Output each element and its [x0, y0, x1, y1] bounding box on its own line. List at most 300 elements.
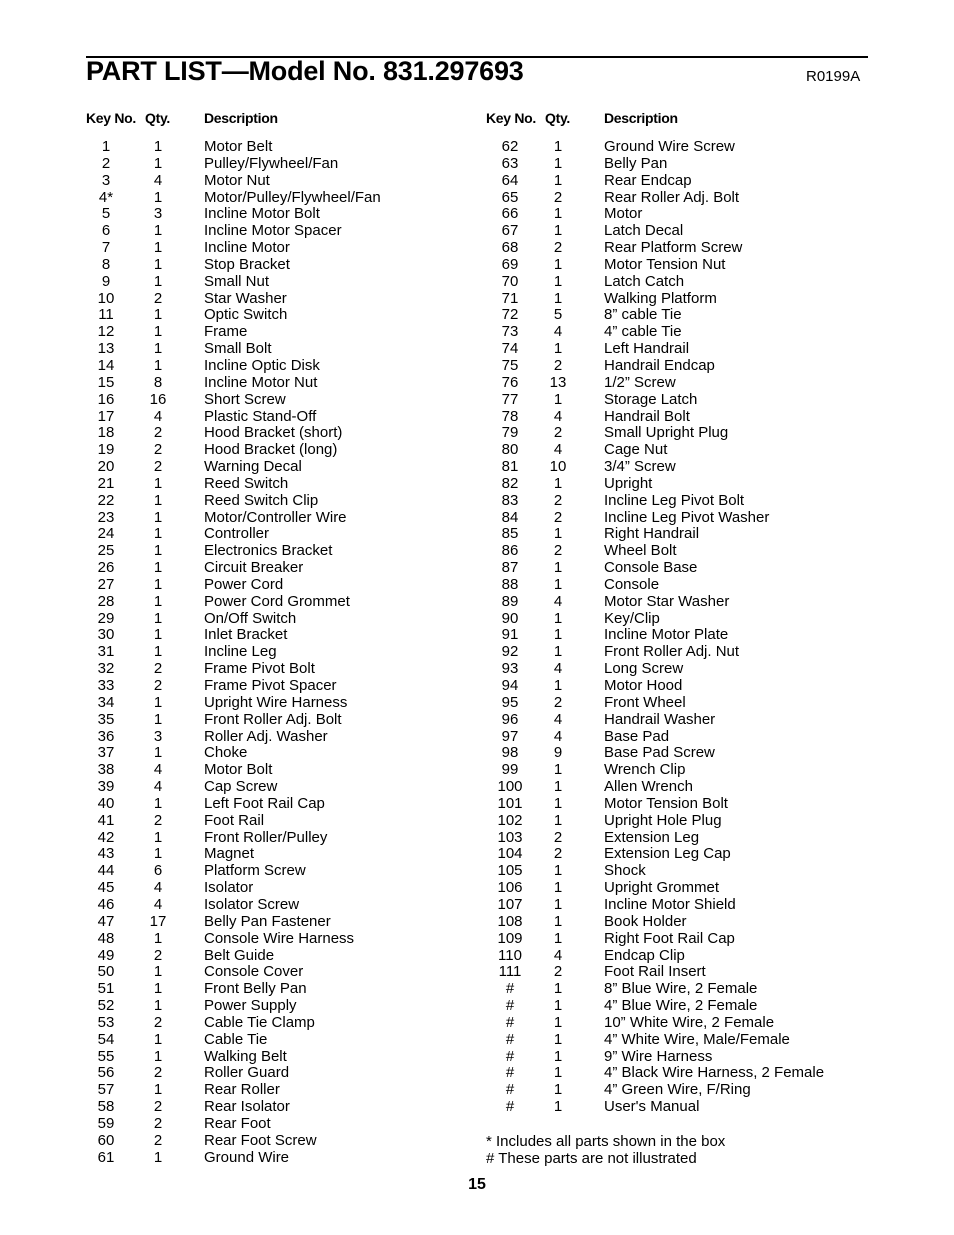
part-key-no: 61 [97, 1148, 115, 1166]
part-description: Long Screw [604, 660, 684, 678]
part-key-no: 108 [497, 912, 523, 930]
part-description: Front Roller Adj. Nut [604, 643, 740, 661]
part-key-no: 81 [501, 458, 519, 476]
table-row [486, 307, 868, 324]
page-title: PART LIST—Model No. 831.297693 [86, 56, 524, 86]
part-description: Rear Endcap [604, 171, 692, 189]
part-qty: 1 [553, 272, 563, 290]
part-description: Rear Isolator [204, 1098, 290, 1116]
part-description: Motor Bolt [204, 761, 273, 779]
part-key-no: 16 [97, 390, 115, 408]
part-description: Upright Wire Harness [204, 693, 348, 711]
part-key-no: 68 [501, 239, 519, 257]
table-row [486, 493, 868, 510]
part-description: Reed Switch Clip [204, 491, 319, 509]
part-key-no: 54 [97, 1030, 115, 1048]
part-description: Key/Clip [604, 609, 660, 627]
part-key-no: 75 [501, 356, 519, 374]
part-key-no: # [505, 1013, 515, 1031]
part-key-no: 82 [501, 474, 519, 492]
footnote-included: * Includes all parts shown in the box [486, 1133, 726, 1150]
parts-column-right [486, 108, 868, 1116]
part-key-no: 72 [501, 306, 519, 324]
table-row [486, 274, 868, 291]
part-description: 8” Blue Wire, 2 Female [604, 980, 758, 998]
part-qty: 1 [153, 508, 163, 526]
part-key-no: 96 [501, 710, 519, 728]
part-description: Ground Wire [204, 1148, 290, 1166]
footnote-not-illustrated: # These parts are not illustrated [486, 1150, 697, 1167]
part-description: Isolator Screw [204, 895, 300, 913]
part-description: Cable Tie [204, 1030, 268, 1048]
part-qty: 1 [553, 912, 563, 930]
page-number: 15 [468, 1176, 486, 1193]
part-key-no: 77 [501, 390, 519, 408]
table-row [486, 240, 868, 257]
part-qty: 1 [153, 559, 163, 577]
part-qty: 1 [553, 1064, 563, 1082]
part-qty: 2 [553, 508, 563, 526]
part-key-no: 58 [97, 1098, 115, 1116]
part-description: Upright [604, 474, 653, 492]
part-key-no: 104 [497, 845, 523, 863]
table-row [486, 526, 868, 543]
table-row [86, 981, 476, 998]
part-key-no: 37 [97, 744, 115, 762]
part-qty: 4 [553, 710, 563, 728]
part-qty: 1 [553, 895, 563, 913]
part-qty: 1 [153, 323, 163, 341]
part-description: Power Cord [204, 575, 284, 593]
part-key-no: 100 [497, 778, 523, 796]
table-row [86, 1032, 476, 1049]
part-qty: 2 [553, 424, 563, 442]
part-key-no: # [505, 980, 515, 998]
part-key-no: # [505, 1030, 515, 1048]
part-qty: 2 [553, 542, 563, 560]
table-row [86, 358, 476, 375]
header-description: Description [204, 110, 278, 126]
part-description: Allen Wrench [604, 778, 693, 796]
part-key-no: 94 [501, 677, 519, 694]
part-key-no: 43 [97, 845, 115, 863]
part-qty: 1 [153, 710, 163, 728]
table-row [86, 156, 476, 173]
table-row [486, 476, 868, 493]
part-qty: 3 [153, 205, 163, 223]
part-key-no: 98 [501, 744, 519, 762]
part-qty: 2 [153, 1114, 163, 1132]
parts-list-left [86, 139, 476, 1166]
part-qty: 1 [553, 794, 563, 812]
table-row [86, 425, 476, 442]
table-row [486, 156, 868, 173]
part-description: On/Off Switch [204, 609, 297, 627]
part-qty: 1 [553, 778, 563, 796]
part-description: 4” White Wire, Male/Female [604, 1030, 790, 1048]
table-row [486, 577, 868, 594]
part-qty: 1 [553, 980, 563, 998]
part-description: Foot Rail Insert [604, 963, 706, 981]
part-key-no: 73 [501, 323, 519, 341]
part-key-no: 53 [97, 1013, 115, 1031]
part-key-no: 102 [497, 811, 523, 829]
part-key-no: 78 [501, 407, 519, 425]
part-description: Rear Roller Adj. Bolt [604, 188, 740, 206]
part-description: 4” Green Wire, F/Ring [604, 1081, 751, 1099]
table-row [86, 442, 476, 459]
table-row [86, 1065, 476, 1082]
table-row [86, 409, 476, 426]
part-qty: 1 [553, 643, 563, 661]
part-qty: 2 [153, 441, 163, 459]
part-qty: 1 [553, 575, 563, 593]
part-description: Small Upright Plug [604, 424, 729, 442]
part-qty: 2 [153, 677, 163, 694]
part-qty: 1 [153, 272, 163, 290]
table-row [486, 291, 868, 308]
part-key-no: 93 [501, 660, 519, 678]
part-qty: 1 [553, 474, 563, 492]
part-description: 10” White Wire, 2 Female [604, 1013, 775, 1031]
table-row [486, 459, 868, 476]
table-row [86, 813, 476, 830]
part-description: Ground Wire Screw [604, 138, 735, 155]
table-row [86, 1049, 476, 1066]
table-row [486, 409, 868, 426]
part-description: Incline Motor Shield [604, 895, 736, 913]
part-description: Incline Motor Spacer [204, 222, 342, 240]
part-description: Front Roller/Pulley [204, 828, 328, 846]
table-row [486, 678, 868, 695]
part-key-no: 31 [97, 643, 115, 661]
part-key-no: 9 [101, 272, 111, 290]
part-key-no: 88 [501, 575, 519, 593]
table-row [86, 695, 476, 712]
part-description: Rear Roller [204, 1081, 280, 1099]
table-row [86, 459, 476, 476]
part-key-no: 45 [97, 879, 115, 897]
part-description: Isolator [204, 879, 254, 897]
part-qty: 1 [153, 980, 163, 998]
part-description: Controller [204, 525, 270, 543]
part-qty: 2 [153, 458, 163, 476]
part-description: 4” Blue Wire, 2 Female [604, 997, 758, 1015]
table-row [486, 173, 868, 190]
table-row [486, 139, 868, 156]
header-key-no: Key No. [486, 110, 537, 126]
part-qty: 1 [553, 862, 563, 880]
table-row [86, 897, 476, 914]
table-row [486, 392, 868, 409]
table-row [486, 948, 868, 965]
part-description: Motor [604, 205, 643, 223]
part-description: Front Wheel [604, 693, 686, 711]
table-row [486, 779, 868, 796]
part-key-no: 65 [501, 188, 519, 206]
part-qty: 10 [549, 458, 567, 476]
part-description: Walking Belt [204, 1047, 287, 1065]
parts-list-right [486, 139, 868, 1116]
table-row [486, 358, 868, 375]
part-description: Electronics Bracket [204, 542, 333, 560]
table-row [486, 510, 868, 527]
part-description: Incline Motor [204, 239, 290, 257]
table-row [86, 1150, 476, 1167]
part-key-no: # [505, 1047, 515, 1065]
part-description: Wrench Clip [604, 761, 686, 779]
part-qty: 1 [553, 340, 563, 358]
table-row [486, 880, 868, 897]
part-qty: 1 [553, 390, 563, 408]
table-row [86, 998, 476, 1015]
part-key-no: 67 [501, 222, 519, 240]
part-description: Book Holder [604, 912, 687, 930]
part-qty: 1 [553, 761, 563, 779]
part-qty: 2 [153, 1064, 163, 1082]
table-row [486, 543, 868, 560]
part-description: Base Pad Screw [604, 744, 715, 762]
part-description: Rear Foot [204, 1114, 271, 1132]
part-qty: 1 [553, 609, 563, 627]
table-row [86, 678, 476, 695]
part-key-no: 55 [97, 1047, 115, 1065]
table-row [486, 745, 868, 762]
part-key-no: 111 [498, 963, 522, 981]
table-row [486, 206, 868, 223]
part-qty: 4 [553, 946, 563, 964]
part-qty: 1 [553, 255, 563, 273]
part-key-no: 2 [101, 154, 111, 172]
part-key-no: 90 [501, 609, 519, 627]
part-description: Upright Grommet [604, 879, 720, 897]
part-description: Upright Hole Plug [604, 811, 722, 829]
table-row [86, 392, 476, 409]
part-key-no: 83 [501, 491, 519, 509]
part-key-no: 59 [97, 1114, 115, 1132]
table-row [86, 779, 476, 796]
part-key-no: 80 [501, 441, 519, 459]
part-qty: 1 [153, 845, 163, 863]
part-qty: 4 [553, 727, 563, 745]
part-key-no: 79 [501, 424, 519, 442]
table-row [86, 863, 476, 880]
table-row [86, 341, 476, 358]
part-description: Walking Platform [604, 289, 717, 307]
part-description: Rear Foot Screw [204, 1131, 317, 1149]
part-key-no: 32 [97, 660, 115, 678]
part-description: Power Supply [204, 997, 297, 1015]
part-key-no: 103 [497, 828, 523, 846]
part-qty: 1 [153, 525, 163, 543]
part-qty: 1 [153, 306, 163, 324]
part-description: Incline Motor Bolt [204, 205, 320, 223]
part-description: Short Screw [204, 390, 286, 408]
part-key-no: 3 [101, 171, 111, 189]
part-key-no: 27 [97, 575, 115, 593]
part-key-no: 92 [501, 643, 519, 661]
part-qty: 9 [553, 744, 563, 762]
part-qty: 4 [153, 407, 163, 425]
part-qty: 1 [153, 154, 163, 172]
table-row [86, 526, 476, 543]
table-row [486, 644, 868, 661]
part-description: Handrail Endcap [604, 356, 715, 374]
part-description: Front Roller Adj. Bolt [204, 710, 342, 728]
part-key-no: 69 [501, 255, 519, 273]
table-row [486, 341, 868, 358]
part-description: Console Wire Harness [204, 929, 355, 947]
part-key-no: 20 [97, 458, 115, 476]
table-row [486, 1082, 868, 1099]
part-key-no: 49 [97, 946, 115, 964]
part-key-no: 24 [97, 525, 115, 543]
part-key-no: # [505, 1064, 515, 1082]
table-row [486, 981, 868, 998]
part-key-no: 97 [501, 727, 519, 745]
part-key-no: 28 [97, 592, 115, 610]
part-description: Incline Optic Disk [204, 356, 320, 374]
part-description: Pulley/Flywheel/Fan [204, 154, 339, 172]
part-qty: 1 [153, 609, 163, 627]
part-description: Left Foot Rail Cap [204, 794, 325, 812]
part-description: Incline Leg [204, 643, 277, 661]
table-row [86, 661, 476, 678]
table-row [86, 594, 476, 611]
column-header [486, 108, 868, 130]
part-description: Cap Screw [204, 778, 278, 796]
part-description: Console Base [604, 559, 698, 577]
table-row [86, 223, 476, 240]
part-key-no: 30 [97, 626, 115, 644]
part-description: Extension Leg [604, 828, 700, 846]
table-row [86, 257, 476, 274]
part-qty: 1 [153, 592, 163, 610]
part-qty: 1 [153, 794, 163, 812]
part-description: Motor Hood [604, 677, 683, 694]
part-key-no: 5 [101, 205, 111, 223]
part-description: Frame [204, 323, 248, 341]
part-description: Handrail Bolt [604, 407, 690, 425]
part-qty: 1 [553, 811, 563, 829]
part-key-no: 66 [501, 205, 519, 223]
table-row [486, 1065, 868, 1082]
part-description: 1/2” Screw [604, 373, 676, 391]
part-qty: 1 [153, 1047, 163, 1065]
table-row [86, 729, 476, 746]
table-row [86, 493, 476, 510]
part-description: Belly Pan [604, 154, 668, 172]
part-key-no: 21 [97, 474, 115, 492]
part-key-no: 15 [97, 373, 115, 391]
table-row [486, 190, 868, 207]
table-row [86, 560, 476, 577]
part-description: Frame Pivot Bolt [204, 660, 315, 678]
part-qty: 2 [553, 828, 563, 846]
part-qty: 1 [153, 693, 163, 711]
part-description: Incline Leg Pivot Bolt [604, 491, 745, 509]
part-key-no: 50 [97, 963, 115, 981]
table-row [486, 863, 868, 880]
part-description: Handrail Washer [604, 710, 716, 728]
part-qty: 1 [153, 356, 163, 374]
part-qty: 4 [553, 592, 563, 610]
part-qty: 1 [153, 626, 163, 644]
part-qty: 1 [153, 929, 163, 947]
table-row [486, 560, 868, 577]
part-key-no: 13 [97, 340, 115, 358]
part-qty: 2 [553, 239, 563, 257]
part-key-no: 74 [501, 340, 519, 358]
table-row [486, 594, 868, 611]
part-qty: 1 [553, 154, 563, 172]
table-row [86, 880, 476, 897]
part-qty: 1 [153, 828, 163, 846]
part-key-no: 57 [97, 1081, 115, 1099]
part-qty: 4 [153, 879, 163, 897]
part-key-no: 36 [97, 727, 115, 745]
part-qty: 2 [553, 963, 563, 981]
part-description: Choke [204, 744, 248, 762]
part-qty: 1 [553, 289, 563, 307]
part-description: Belly Pan Fastener [204, 912, 331, 930]
part-description: Plastic Stand-Off [204, 407, 317, 425]
part-description: Console Cover [204, 963, 304, 981]
table-row [486, 257, 868, 274]
table-row [486, 964, 868, 981]
table-row [86, 324, 476, 341]
part-description: 9” Wire Harness [604, 1047, 713, 1065]
part-qty: 16 [149, 390, 167, 408]
part-qty: 1 [553, 997, 563, 1015]
part-description: Belt Guide [204, 946, 275, 964]
table-row [86, 948, 476, 965]
part-description: Base Pad [604, 727, 670, 745]
part-description: Latch Catch [604, 272, 685, 290]
part-qty: 1 [553, 1081, 563, 1099]
table-row [86, 712, 476, 729]
part-key-no: 91 [501, 626, 519, 644]
part-description: Stop Bracket [204, 255, 290, 273]
table-row [86, 274, 476, 291]
part-key-no: 63 [501, 154, 519, 172]
part-key-no: 101 [497, 794, 523, 812]
table-row [86, 1116, 476, 1133]
part-description: Console [604, 575, 660, 593]
table-row [86, 173, 476, 190]
table-row [86, 1133, 476, 1150]
part-key-no: 1 [101, 138, 111, 155]
part-qty: 1 [553, 222, 563, 240]
part-key-no: 41 [97, 811, 115, 829]
part-key-no: 109 [497, 929, 523, 947]
part-description: 4” cable Tie [604, 323, 682, 341]
part-qty: 6 [153, 862, 163, 880]
table-row [86, 291, 476, 308]
table-row [486, 830, 868, 847]
table-row [86, 964, 476, 981]
part-qty: 1 [153, 1148, 163, 1166]
part-key-no: 95 [501, 693, 519, 711]
footnotes [486, 1133, 725, 1167]
part-qty: 3 [153, 727, 163, 745]
part-description: Motor/Controller Wire [204, 508, 347, 526]
table-row [486, 1032, 868, 1049]
part-description: Hood Bracket (short) [204, 424, 343, 442]
part-qty: 1 [153, 188, 163, 206]
part-qty: 1 [553, 559, 563, 577]
header-description: Description [604, 110, 678, 126]
